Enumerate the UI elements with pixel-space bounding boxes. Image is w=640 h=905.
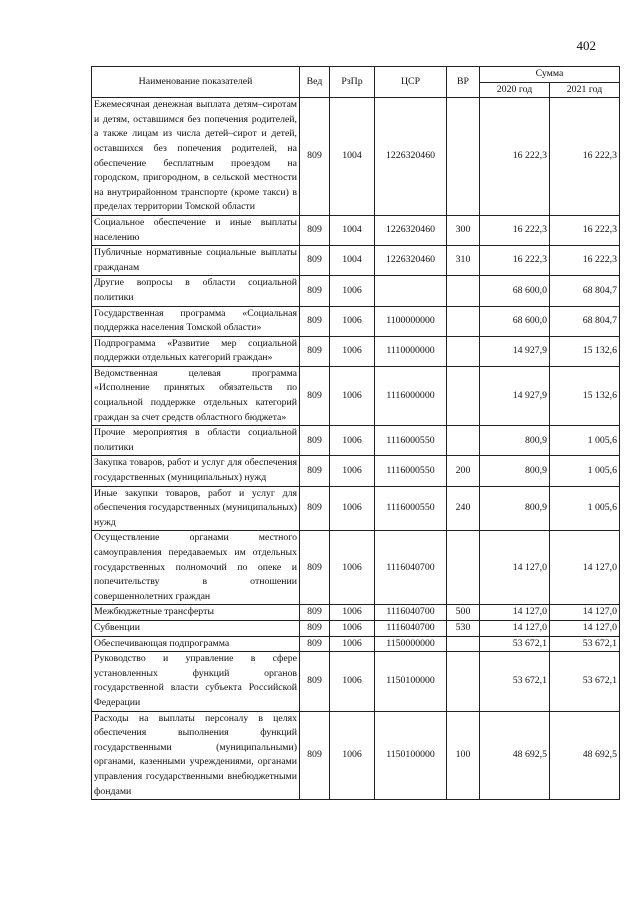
cell-s2020: 14 127,0 <box>480 620 550 636</box>
cell-ved: 809 <box>300 306 330 336</box>
cell-name: Ведомственная целевая программа «Исполнение принятых обязательств по социальной поддержке отдельных категорий граждан за счет средств областного бюджета» <box>92 366 300 425</box>
cell-csr: 1110000000 <box>375 336 447 366</box>
cell-csr: 1226320460 <box>375 215 447 245</box>
cell-ved: 809 <box>300 98 330 216</box>
cell-s2021: 15 132,6 <box>550 366 620 425</box>
table-row <box>92 531 620 605</box>
cell-name: Прочие мероприятия в области социальной политики <box>92 426 300 456</box>
cell-csr: 1116040700 <box>375 531 447 605</box>
cell-ved: 809 <box>300 620 330 636</box>
cell-vr: 100 <box>447 711 480 800</box>
cell-ved: 809 <box>300 456 330 486</box>
cell-name: Иные закупки товаров, работ и услуг для обеспечения государственных (муниципальных) нужд <box>92 486 300 531</box>
cell-csr: 1226320460 <box>375 98 447 216</box>
cell-s2021: 53 672,1 <box>550 636 620 652</box>
header-vr: ВР <box>447 67 480 98</box>
table-header <box>92 67 620 98</box>
cell-s2020: 14 927,9 <box>480 336 550 366</box>
cell-csr: 1150000000 <box>375 636 447 652</box>
cell-s2021: 48 692,5 <box>550 711 620 800</box>
cell-rzpr: 1006 <box>330 366 375 425</box>
cell-s2020: 48 692,5 <box>480 711 550 800</box>
cell-ved: 809 <box>300 486 330 531</box>
cell-rzpr: 1004 <box>330 215 375 245</box>
cell-name: Осуществление органами местного самоуправления передаваемых им отдельных государственных полномочий по опеке и попечительству в отношении совершеннолетних граждан <box>92 531 300 605</box>
cell-ved: 809 <box>300 652 330 711</box>
cell-s2021: 68 804,7 <box>550 306 620 336</box>
cell-ved: 809 <box>300 246 330 276</box>
cell-ved: 809 <box>300 605 330 621</box>
cell-ved: 809 <box>300 426 330 456</box>
cell-name: Закупка товаров, работ и услуг для обеспечения государственных (муниципальных) нужд <box>92 456 300 486</box>
cell-s2020: 14 927,9 <box>480 366 550 425</box>
cell-vr <box>447 306 480 336</box>
cell-rzpr: 1006 <box>330 636 375 652</box>
cell-s2020: 16 222,3 <box>480 98 550 216</box>
cell-s2020: 14 127,0 <box>480 605 550 621</box>
cell-s2021: 16 222,3 <box>550 98 620 216</box>
cell-vr: 300 <box>447 215 480 245</box>
cell-ved: 809 <box>300 276 330 306</box>
cell-s2020: 16 222,3 <box>480 215 550 245</box>
cell-s2020: 800,9 <box>480 426 550 456</box>
header-ved: Вед <box>300 67 330 98</box>
cell-name: Обеспечивающая подпрограмма <box>92 636 300 652</box>
cell-s2021: 14 127,0 <box>550 605 620 621</box>
cell-name: Государственная программа «Социальная поддержка населения Томской области» <box>92 306 300 336</box>
table-row <box>92 215 620 245</box>
table-row <box>92 636 620 652</box>
cell-name: Руководство и управление в сфере установленных функций органов государственной власти субъекта Российской Федерации <box>92 652 300 711</box>
header-sum: Сумма <box>480 67 620 83</box>
cell-rzpr: 1006 <box>330 456 375 486</box>
cell-name: Расходы на выплаты персоналу в целях обеспечения выполнения функций государственными (муниципальными) органами, казенными учреждениями, органами управления государственными внебюджетными фондами <box>92 711 300 800</box>
table-body <box>92 98 620 800</box>
cell-csr <box>375 276 447 306</box>
cell-csr: 1226320460 <box>375 246 447 276</box>
cell-rzpr: 1006 <box>330 486 375 531</box>
cell-rzpr: 1006 <box>330 711 375 800</box>
table-row <box>92 426 620 456</box>
cell-vr <box>447 426 480 456</box>
cell-vr: 240 <box>447 486 480 531</box>
table-row <box>92 456 620 486</box>
table-row <box>92 486 620 531</box>
cell-s2021: 16 222,3 <box>550 215 620 245</box>
cell-csr: 1116000550 <box>375 486 447 531</box>
cell-vr: 200 <box>447 456 480 486</box>
cell-ved: 809 <box>300 711 330 800</box>
cell-name: Публичные нормативные социальные выплаты гражданам <box>92 246 300 276</box>
cell-s2021: 16 222,3 <box>550 246 620 276</box>
header-rzpr: РзПр <box>330 67 375 98</box>
cell-vr <box>447 652 480 711</box>
table-row <box>92 652 620 711</box>
cell-s2021: 68 804,7 <box>550 276 620 306</box>
cell-rzpr: 1006 <box>330 276 375 306</box>
cell-ved: 809 <box>300 636 330 652</box>
cell-csr: 1150100000 <box>375 652 447 711</box>
cell-vr: 530 <box>447 620 480 636</box>
page-number: 402 <box>576 38 596 53</box>
table-row <box>92 605 620 621</box>
header-name: Наименование показателей <box>92 67 300 98</box>
cell-rzpr: 1006 <box>330 306 375 336</box>
cell-rzpr: 1006 <box>330 426 375 456</box>
cell-rzpr: 1006 <box>330 531 375 605</box>
cell-s2020: 800,9 <box>480 456 550 486</box>
cell-s2021: 1 005,6 <box>550 426 620 456</box>
header-2021: 2021 год <box>550 82 620 98</box>
cell-ved: 809 <box>300 336 330 366</box>
table-row <box>92 306 620 336</box>
cell-ved: 809 <box>300 215 330 245</box>
cell-s2021: 53 672,1 <box>550 652 620 711</box>
cell-rzpr: 1004 <box>330 98 375 216</box>
cell-csr: 1150100000 <box>375 711 447 800</box>
cell-rzpr: 1006 <box>330 605 375 621</box>
cell-s2020: 800,9 <box>480 486 550 531</box>
cell-csr: 1116000550 <box>375 456 447 486</box>
table-row <box>92 620 620 636</box>
cell-ved: 809 <box>300 531 330 605</box>
cell-csr: 1116000550 <box>375 426 447 456</box>
cell-name: Социальное обеспечение и иные выплаты населению <box>92 215 300 245</box>
cell-rzpr: 1006 <box>330 652 375 711</box>
cell-vr <box>447 531 480 605</box>
budget-table <box>91 66 620 800</box>
cell-vr <box>447 276 480 306</box>
cell-name: Субвенции <box>92 620 300 636</box>
cell-s2020: 14 127,0 <box>480 531 550 605</box>
table-row <box>92 246 620 276</box>
cell-name: Межбюджетные трансферты <box>92 605 300 621</box>
cell-s2021: 14 127,0 <box>550 531 620 605</box>
cell-rzpr: 1004 <box>330 246 375 276</box>
cell-vr: 500 <box>447 605 480 621</box>
cell-s2021: 14 127,0 <box>550 620 620 636</box>
cell-ved: 809 <box>300 366 330 425</box>
cell-s2021: 1 005,6 <box>550 486 620 531</box>
table-row <box>92 366 620 425</box>
cell-vr: 310 <box>447 246 480 276</box>
header-2020: 2020 год <box>480 82 550 98</box>
cell-vr <box>447 366 480 425</box>
cell-s2021: 15 132,6 <box>550 336 620 366</box>
cell-s2020: 68 600,0 <box>480 306 550 336</box>
cell-s2020: 16 222,3 <box>480 246 550 276</box>
cell-name: Ежемесячная денежная выплата детям–сиротам и детям, оставшимся без попечения родителей, а также лицам из числа детей–сирот и детей, оставшихся без попечения родителей, на обеспечение бесплатным проездом на городском, пригородном, в сельской местности на внутрирайонном транспорте (кроме такси) в пределах территории Томской области <box>92 98 300 216</box>
cell-vr <box>447 98 480 216</box>
cell-vr <box>447 336 480 366</box>
cell-csr: 1100000000 <box>375 306 447 336</box>
cell-rzpr: 1006 <box>330 336 375 366</box>
table-row <box>92 98 620 216</box>
cell-name: Подпрограмма «Развитие мер социальной поддержки отдельных категорий граждан» <box>92 336 300 366</box>
cell-s2020: 53 672,1 <box>480 636 550 652</box>
header-csr: ЦСР <box>375 67 447 98</box>
table-row <box>92 711 620 800</box>
cell-s2020: 68 600,0 <box>480 276 550 306</box>
table-row <box>92 336 620 366</box>
cell-s2021: 1 005,6 <box>550 456 620 486</box>
cell-vr <box>447 636 480 652</box>
table-row <box>92 276 620 306</box>
cell-csr: 1116040700 <box>375 605 447 621</box>
cell-rzpr: 1006 <box>330 620 375 636</box>
cell-name: Другие вопросы в области социальной политики <box>92 276 300 306</box>
cell-csr: 1116000000 <box>375 366 447 425</box>
cell-s2020: 53 672,1 <box>480 652 550 711</box>
cell-csr: 1116040700 <box>375 620 447 636</box>
